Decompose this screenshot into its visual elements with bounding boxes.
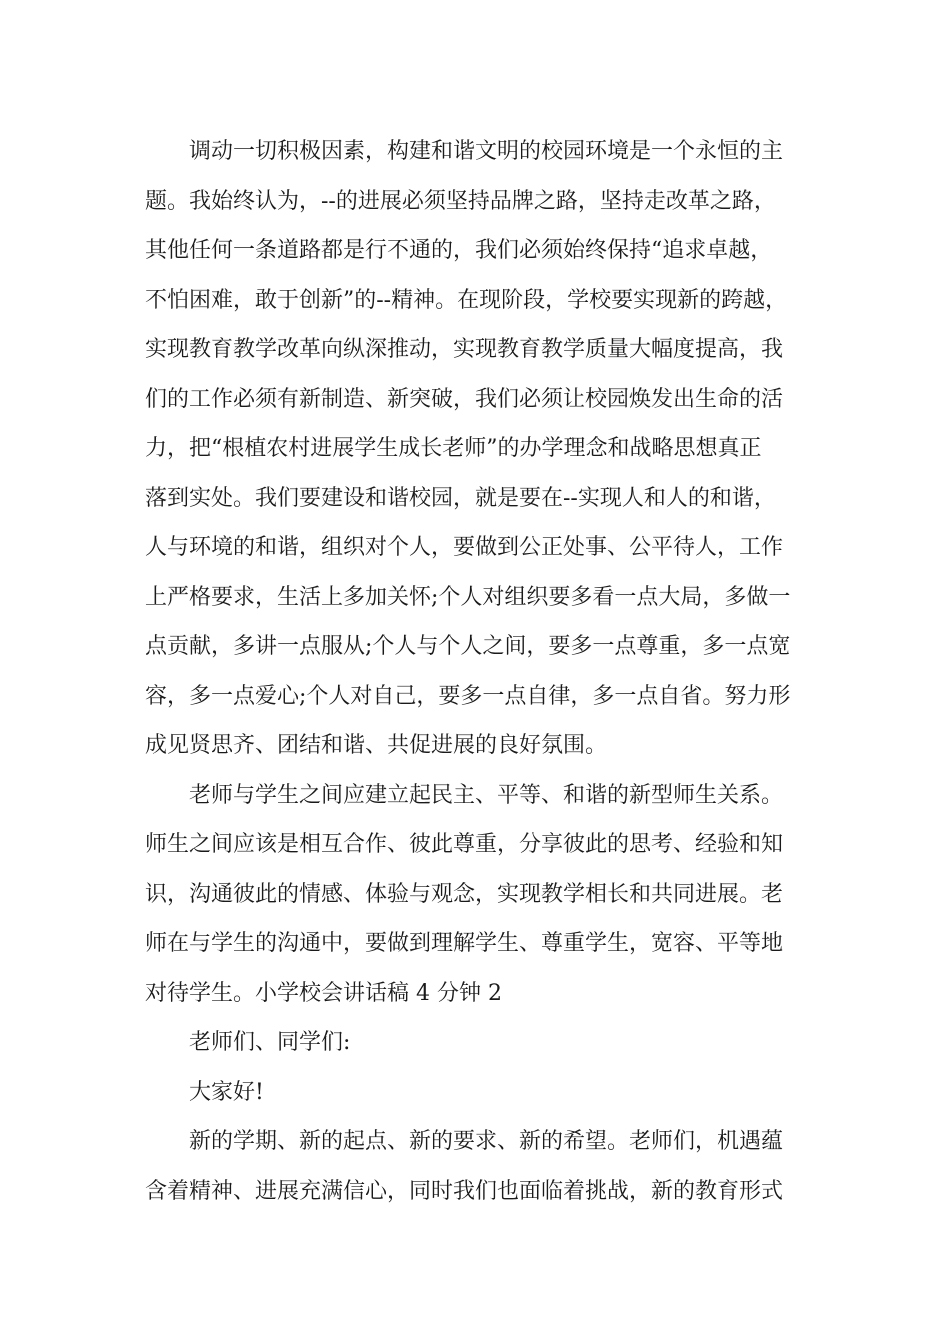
- document-body: [145, 127, 835, 1216]
- text-line: 点贡献，多讲一点服从;个人与个人之间，要多一点尊重，多一点宽: [145, 634, 791, 659]
- text-line: 师生之间应该是相互合作、彼此尊重，分享彼此的思考、经验和知: [145, 832, 784, 857]
- paragraph-2: [145, 771, 835, 1019]
- paragraph-3: [145, 1018, 835, 1068]
- text-line: 其他任何一条道路都是行不通的，我们必须始终保持“追求卓越，: [145, 238, 773, 263]
- greeting-line: 大家好!: [189, 1079, 264, 1105]
- text-line: 上严格要求，生活上多加关怀;个人对组织要多看一点大局，多做一: [145, 584, 791, 610]
- text-line: 对待学生。小学校会讲话稿 4 分钟 2: [145, 980, 502, 1006]
- text-line: 调动一切积极因素，构建和谐文明的校园环境是一个永恒的主: [189, 139, 784, 164]
- text-line: 力，把“根植农村进展学生成长老师”的办学理念和战略思想真正: [145, 436, 762, 461]
- text-line: 容，多一点爱心;个人对自己，要多一点自律，多一点自省。努力形: [145, 683, 791, 709]
- text-line: 题。我始终认为，--的进展必须坚持品牌之路，坚持走改革之路，: [145, 188, 776, 214]
- salutation-line: 老师们、同学们:: [189, 1030, 351, 1055]
- text-line: 成见贤思齐、团结和谐、共促进展的良好氛围。: [145, 733, 608, 758]
- text-line: 不怕困难，敢于创新”的--精神。在现阶段，学校要实现新的跨越，: [145, 287, 788, 313]
- text-line: 含着精神、进展充满信心，同时我们也面临着挑战，新的教育形式: [145, 1178, 784, 1204]
- text-line: 老师与学生之间应建立起民主、平等、和谐的新型师生关系。: [189, 782, 784, 808]
- text-line: 落到实处。我们要建设和谐校园，就是要在--实现人和人的和谐，: [145, 485, 776, 511]
- text-line: 们的工作必须有新制造、新突破，我们必须让校园焕发出生命的活: [145, 386, 784, 412]
- paragraph-1: [145, 127, 835, 771]
- text-line: 新的学期、新的起点、新的要求、新的希望。老师们，机遇蕴: [189, 1129, 784, 1154]
- text-line: 人与环境的和谐，组织对个人，要做到公正处事、公平待人，工作: [145, 535, 784, 560]
- text-line: 识，沟通彼此的情感、体验与观念，实现教学相长和共同进展。老: [145, 881, 784, 907]
- paragraph-5: [145, 1117, 835, 1216]
- paragraph-4: [145, 1068, 835, 1118]
- text-line: 师在与学生的沟通中，要做到理解学生、尊重学生，宽容、平等地: [145, 931, 784, 956]
- text-line: 实现教育教学改革向纵深推动，实现教育教学质量大幅度提高，我: [145, 337, 784, 362]
